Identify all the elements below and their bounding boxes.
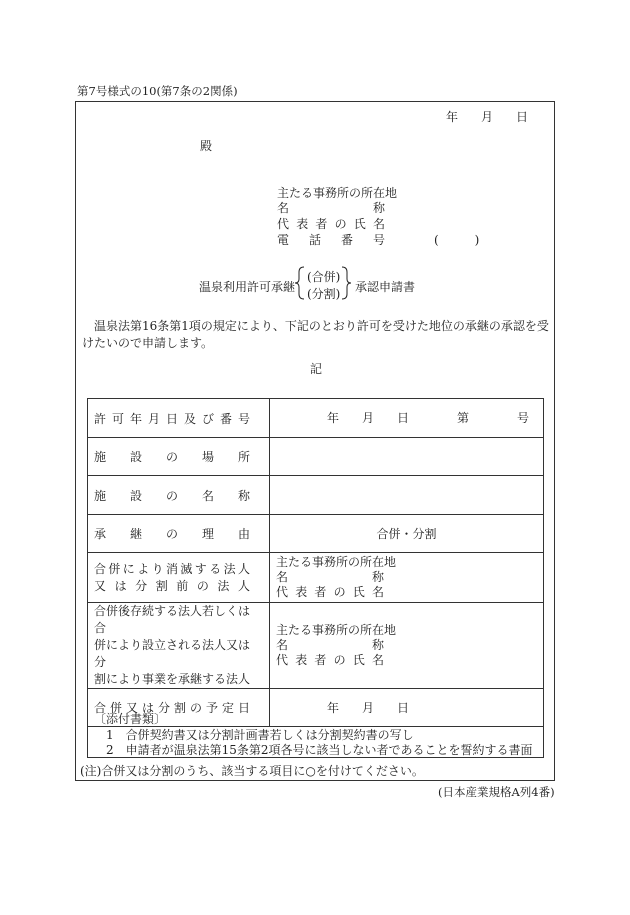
succession-reason-cell[interactable]: 合併・分割 (270, 515, 544, 553)
jis-standard-label: (日本産業規格A列4番) (438, 785, 555, 799)
succession-reason-label: 承継の理由 (88, 515, 270, 553)
successor-corp-label: 合併後存続する法人若しくは合 併により設立される法人又は分 割により事業を承継する法人 (88, 603, 270, 689)
scheduled-year: 年 (327, 700, 340, 715)
table-row-facility-name (88, 476, 544, 515)
attachment-item-2: 2 申請者が温泉法第15条第2項各号に該当しない者であることを誓約する書面 (106, 743, 533, 757)
permit-date-number-label: 許可年月日及び番号 (88, 399, 270, 438)
sub-address: 主たる事務所の所在地 (276, 623, 397, 637)
scheduled-date-label: 合併又は分割の予定日 (88, 689, 270, 727)
table-row-extinguished-corp (88, 553, 544, 603)
sub-rep: 代表者の氏名 (276, 585, 384, 599)
attachment-item-1: 1 合併契約書又は分割計画書若しくは分割契約書の写し (106, 728, 414, 742)
sub-rep: 代表者の氏名 (276, 653, 384, 667)
applicant-rep-label: 代表者の氏名 (277, 217, 385, 231)
right-brace-icon (341, 266, 351, 300)
ki-heading: 記 (310, 362, 323, 376)
table-row-location (88, 438, 544, 476)
date-day: 日 (516, 110, 529, 124)
form-number-label: 第7号様式の10(第7条の2関係) (77, 84, 238, 98)
extinguished-corp-cell[interactable] (270, 553, 544, 603)
attachments-heading: 〔添付書類〕 (94, 712, 167, 726)
title-left: 温泉利用許可承継 (199, 280, 296, 294)
permit-go: 号 (517, 411, 530, 425)
applicant-phone-label: 電話番号 (277, 233, 385, 247)
scheduled-month: 月 (362, 700, 375, 715)
facility-location-cell[interactable] (270, 438, 544, 476)
sub-name: 名 称 (276, 570, 384, 584)
facility-name-label: 施設の名称 (88, 476, 270, 515)
sub-address: 主たる事務所の所在地 (276, 555, 397, 569)
extinguished-corp-label: 合併により消滅する法人 又は分割前の法人 (88, 553, 270, 603)
date-year: 年 (446, 110, 459, 124)
footnote: (注)合併又は分割のうち、該当する項目に○を付けてください。 (80, 764, 424, 778)
permit-year: 年 (327, 411, 340, 425)
title-option-split: (分割) (307, 287, 341, 301)
applicant-address-label: 主たる事務所の所在地 (277, 186, 398, 200)
attachments-box (87, 709, 544, 758)
left-brace-icon (295, 266, 305, 300)
permit-month: 月 (362, 411, 375, 425)
permit-date-number-cell[interactable] (270, 399, 544, 438)
addressee-dono: 殿 (200, 139, 213, 153)
scheduled-day: 日 (397, 700, 410, 715)
application-table (87, 398, 544, 727)
title-right: 承認申請書 (355, 280, 416, 294)
table-row-successor-corp (88, 603, 544, 689)
date-month: 月 (481, 110, 494, 124)
applicant-name-label: 名 称 (277, 201, 385, 215)
facility-name-cell[interactable] (270, 476, 544, 515)
table-row-permit (88, 399, 544, 438)
phone-parentheses: ( ) (434, 233, 480, 247)
permit-dai: 第 (457, 411, 470, 425)
application-statement: 温泉法第16条第1項の規定により、下記のとおり許可を受けた地位の承継の承認を受けたいので申請します。 (82, 319, 549, 350)
table-row-reason (88, 515, 544, 553)
title-option-merger: (合併) (307, 270, 341, 284)
facility-location-label: 施設の場所 (88, 438, 270, 476)
successor-corp-cell[interactable] (270, 603, 544, 689)
permit-day: 日 (397, 411, 410, 425)
sub-name: 名 称 (276, 638, 384, 652)
